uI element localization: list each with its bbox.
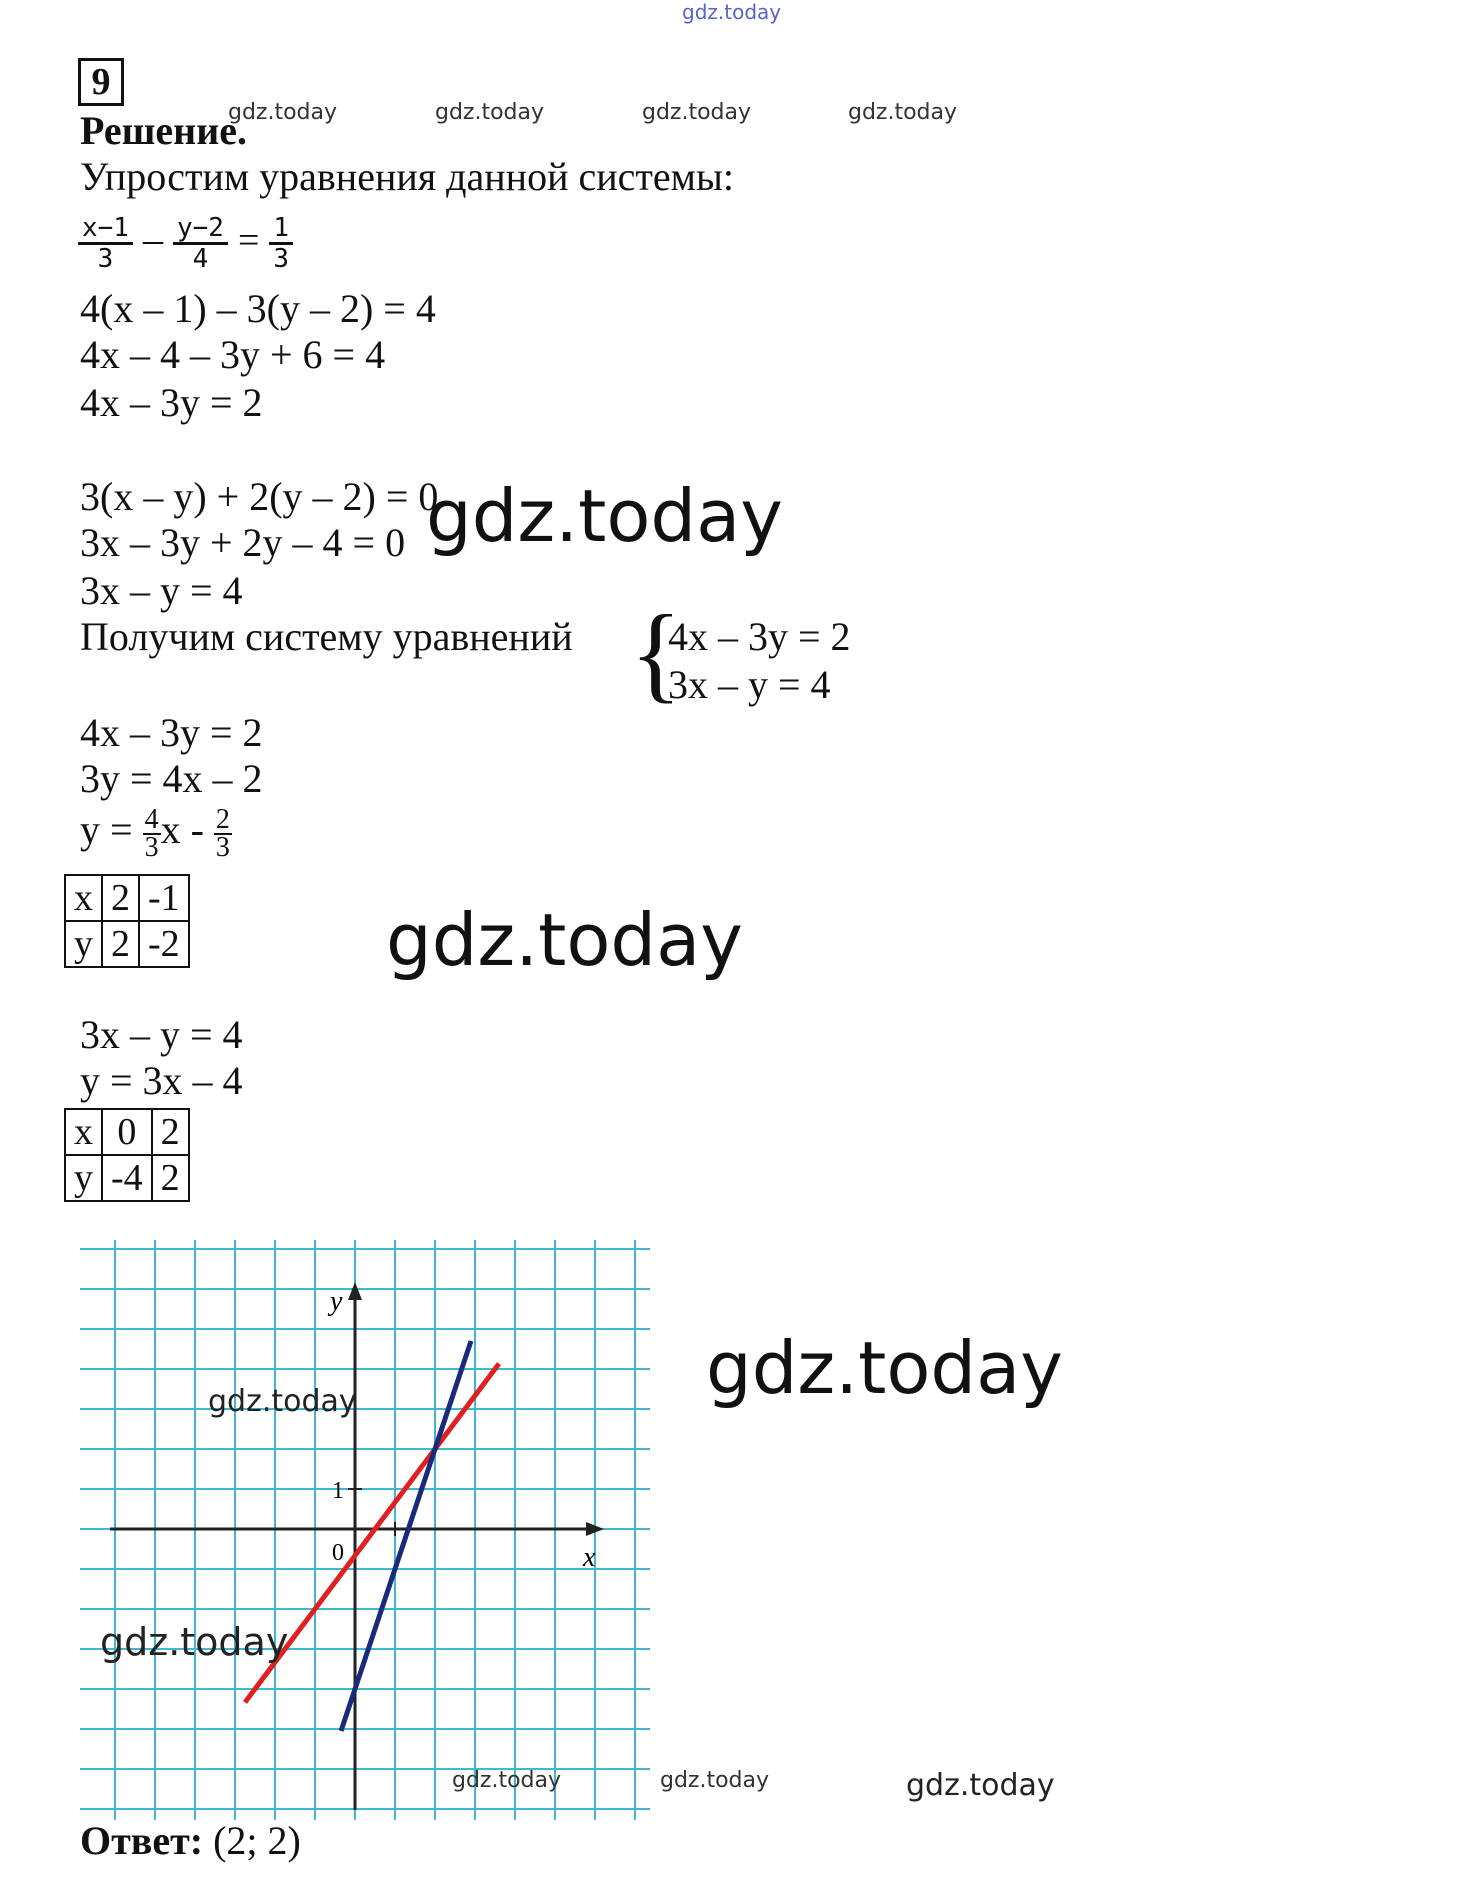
x-axis xyxy=(110,1522,604,1536)
table-row xyxy=(65,875,189,921)
line2-step2: y = 3x – 4 xyxy=(80,1058,243,1103)
fraction-x: $\frac{x-1}{3}$ xyxy=(78,214,133,273)
x-axis-label: x xyxy=(583,1542,596,1573)
eq2-step1: 3(x – y) + 2(y – 2) = 0 xyxy=(80,474,439,519)
answer-line xyxy=(80,1818,301,1864)
line1-value-table xyxy=(64,874,190,968)
y-axis-label: y xyxy=(330,1286,343,1317)
answer-value: (2; 2) xyxy=(213,1818,301,1863)
table-row xyxy=(65,1155,189,1201)
table-cell: -2 xyxy=(139,921,189,967)
fraction-one-third: $\frac{1}{3}$ xyxy=(269,214,293,273)
watermark-small: gdz.today xyxy=(660,1768,770,1793)
intro-text: Упростим уравнения данной системы: xyxy=(80,154,734,199)
solution-title: Решение. xyxy=(80,108,248,153)
watermark-small: gdz.today xyxy=(435,100,545,125)
origin-label: 0 xyxy=(332,1540,344,1566)
line2-value-table xyxy=(64,1108,190,1202)
table-cell: 2 xyxy=(152,1155,189,1201)
line1-step1: 4x – 3y = 2 xyxy=(80,710,263,755)
watermark-small: gdz.today xyxy=(642,100,752,125)
table-cell: 2 xyxy=(102,875,139,921)
line2-step1: 3x – y = 4 xyxy=(80,1012,243,1057)
table-cell: -4 xyxy=(102,1155,152,1201)
watermark-small: gdz.today xyxy=(228,100,338,125)
table-row xyxy=(65,921,189,967)
answer-label: Ответ: xyxy=(80,1818,204,1863)
task-number-box: 9 xyxy=(78,58,124,106)
eq2-step2: 3x – 3y + 2y – 4 = 0 xyxy=(80,520,406,565)
header-watermark: gdz.today xyxy=(682,0,782,24)
graph xyxy=(80,1240,650,1820)
system-brace: { xyxy=(630,594,682,713)
table-cell: y xyxy=(65,1155,102,1201)
line1-formula: y = $\frac{4}{3}$ x - $\frac{2}{3}$ xyxy=(80,803,230,863)
table-cell: 0 xyxy=(102,1109,152,1155)
fraction-y: $\frac{y-2}{4}$ xyxy=(173,214,228,273)
watermark-medium: gdz.today xyxy=(208,1384,357,1419)
eq1-step1: 4(x – 1) – 3(y – 2) = 4 xyxy=(80,286,436,331)
table-cell: y xyxy=(65,921,102,967)
table-cell: -1 xyxy=(139,875,189,921)
eq1-step3: 4x – 3y = 2 xyxy=(80,380,263,425)
table-cell: 2 xyxy=(152,1109,189,1155)
system-label: Получим систему уравнений xyxy=(80,614,573,659)
eq1-step2: 4x – 4 – 3y + 6 = 4 xyxy=(80,332,386,377)
system-eq2: 3x – y = 4 xyxy=(668,662,831,707)
watermark-large: gdz.today xyxy=(706,1326,1063,1410)
table-row xyxy=(65,1109,189,1155)
table-cell: x xyxy=(65,1109,102,1155)
eq2-step3: 3x – y = 4 xyxy=(80,568,243,613)
one-label: 1 xyxy=(332,1478,344,1504)
watermark-medium: gdz.today xyxy=(100,1620,289,1664)
system-eq1: 4x – 3y = 2 xyxy=(668,614,851,659)
watermark-small: gdz.today xyxy=(452,1768,562,1793)
equation-fractions: $\frac{x-1}{3}$ – $\frac{y-2}{4}$ = $\frac{1}{3}$ xyxy=(78,214,293,273)
watermark-medium: gdz.today xyxy=(906,1768,1055,1803)
table-cell: 2 xyxy=(102,921,139,967)
line-blue xyxy=(341,1341,471,1731)
watermark-large: gdz.today xyxy=(426,474,783,558)
watermark-large: gdz.today xyxy=(386,898,743,982)
table-cell: x xyxy=(65,875,102,921)
line1-step2: 3y = 4x – 2 xyxy=(80,756,263,801)
watermark-small: gdz.today xyxy=(848,100,958,125)
